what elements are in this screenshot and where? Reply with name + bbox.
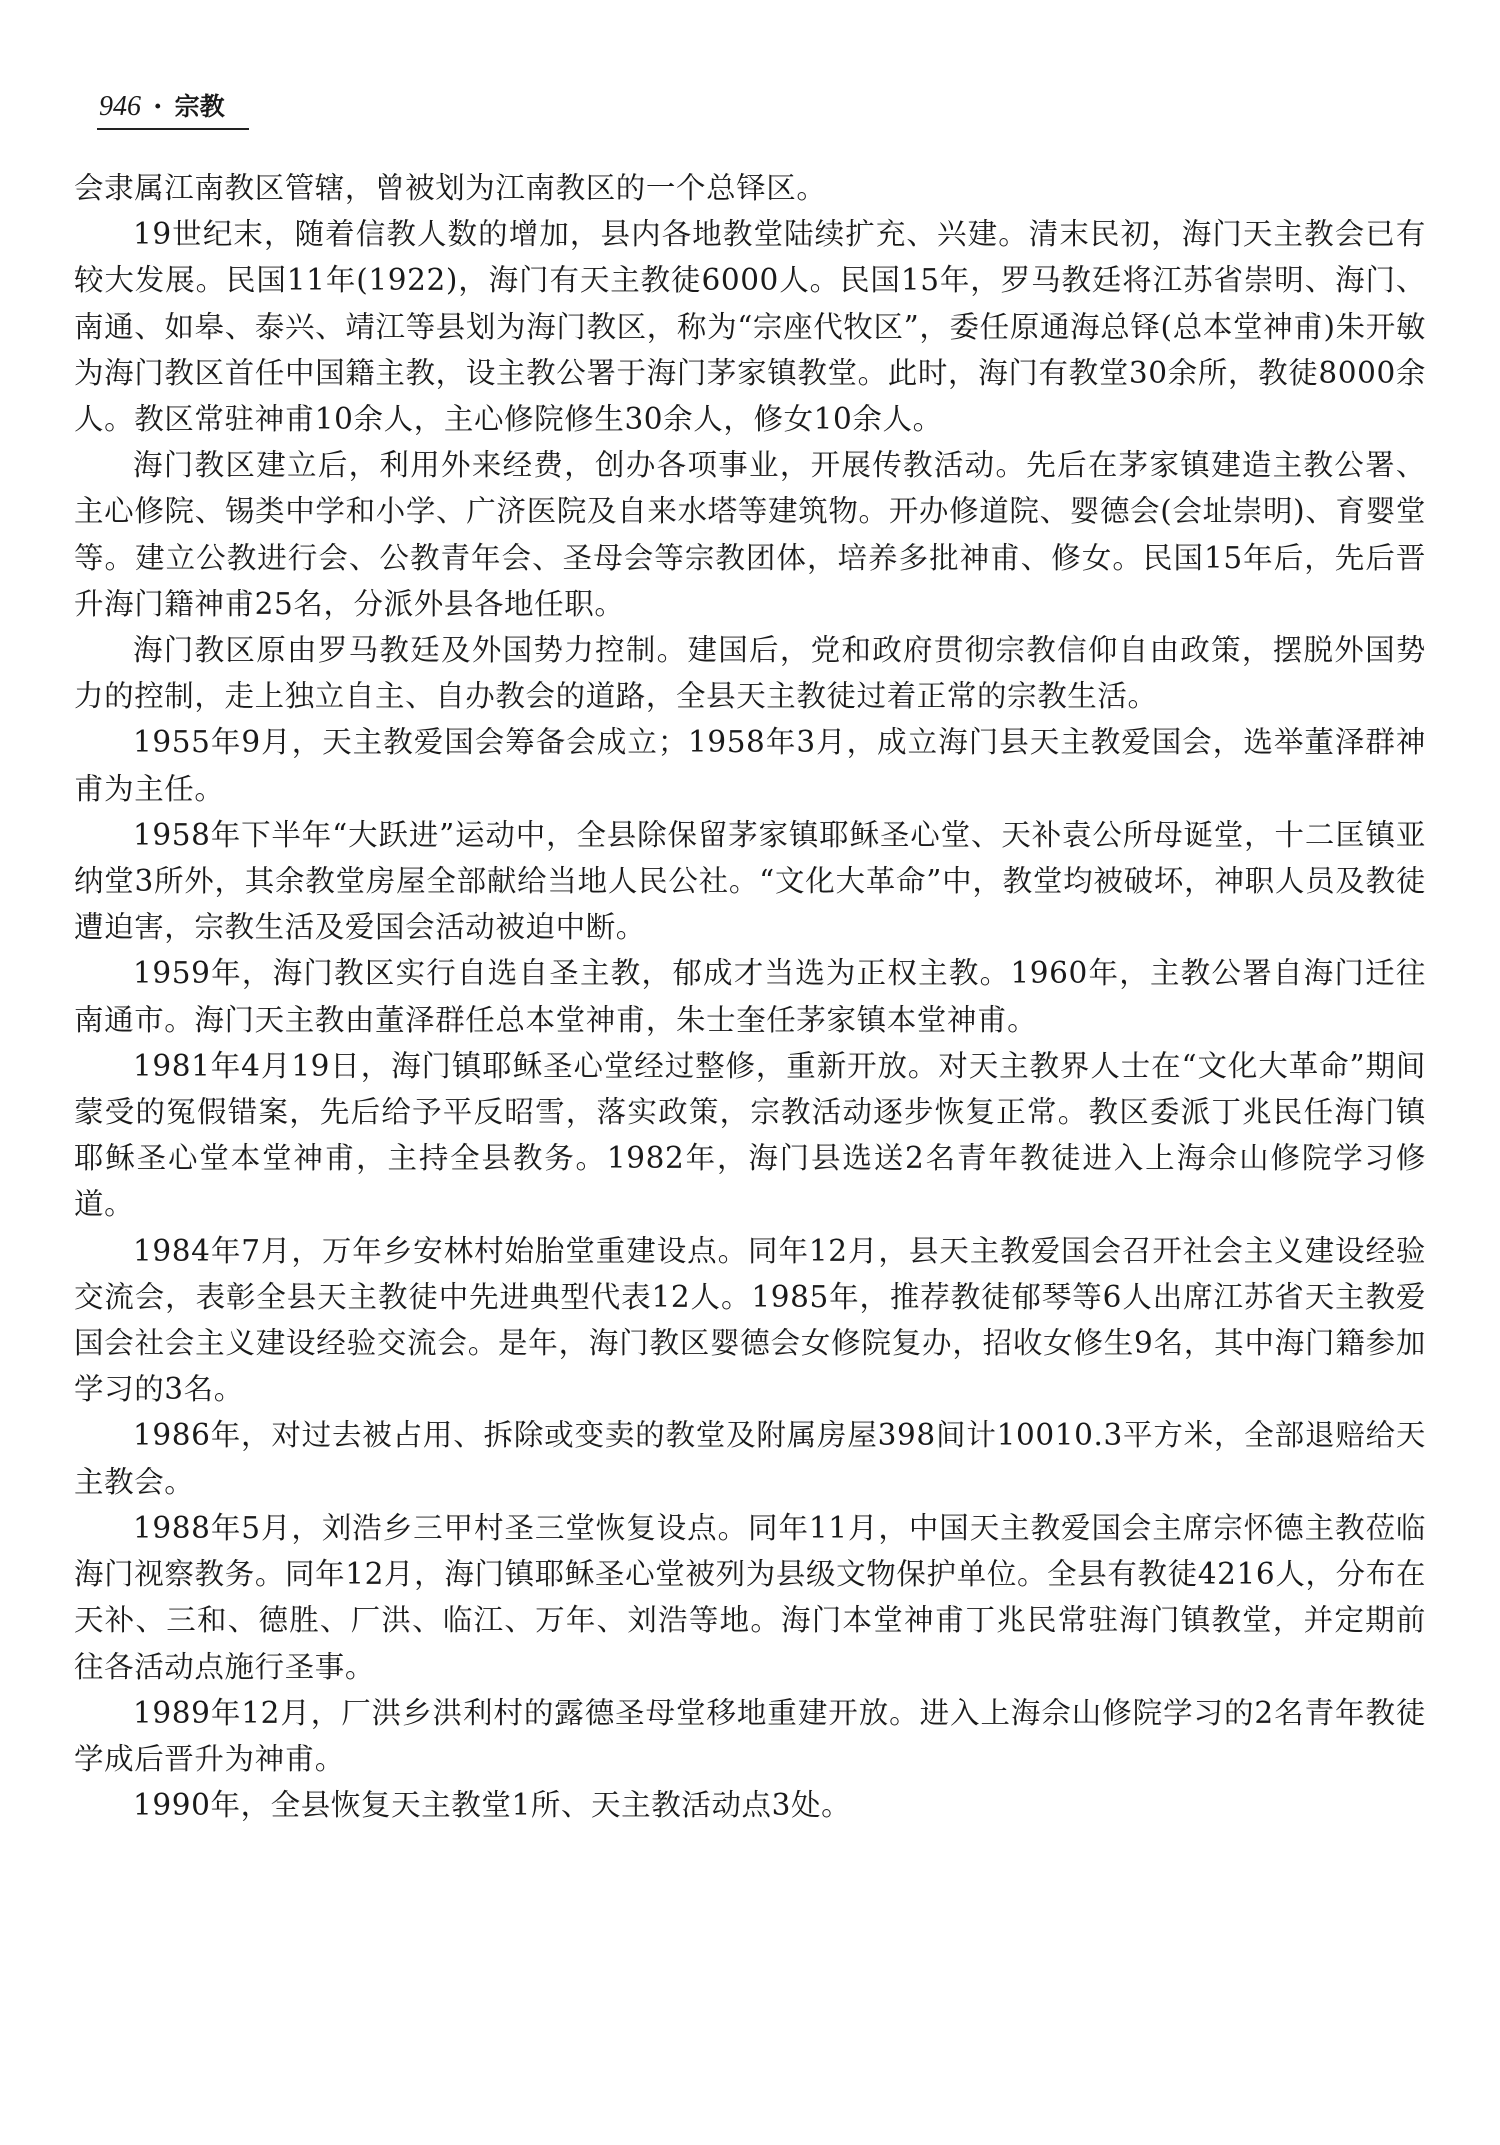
paragraph: 1986年，对过去被占用、拆除或变卖的教堂及附属房屋398间计10010.3平方米，全部退赔给天主教会。 [74,1418,1426,1499]
paragraph: 1990年，全县恢复天主教堂1所、天主教活动点3处。 [133,1788,852,1823]
page-number: 946 [99,91,141,122]
running-header [99,92,225,122]
paragraph: 海门教区建立后，利用外来经费，创办各项事业，开展传教活动。先后在茅家镇建造主教公署、主心修院、锡类中学和小学、广济医院及自来水塔等建筑物。开办修道院、婴德会(会址崇明)、育婴堂等。建立公教进行会、公教青年会、圣母会等宗教团体，培养多批神甫、修女。民国15年后，先后晋升海门籍神甫25名，分派外县各地任职。 [74,448,1426,621]
section-title: 宗教 [174,92,225,121]
header-separator: · [153,92,163,122]
paragraph: 19世纪末，随着信教人数的增加，县内各地教堂陆续扩充、兴建。清末民初，海门天主教会已有较大发展。民国11年(1922)，海门有天主教徒6000人。民国15年，罗马教廷将江苏省崇明、海门、南通、如皋、泰兴、靖江等县划为海门教区，称为“宗座代牧区”，委任原通海总铎(总本堂神甫)朱开敏为海门教区首任中国籍主教，设主教公署于海门茅家镇教堂。此时，海门有教堂30余所，教徒8000余人。教区常驻神甫10余人，主心修院修生30余人，修女10余人。 [74,217,1426,437]
paragraph: 海门教区原由罗马教廷及外国势力控制。建国后，党和政府贯彻宗教信仰自由政策，摆脱外国势力的控制，走上独立自主、自办教会的道路，全县天主教徒过着正常的宗教生活。 [74,633,1426,714]
paragraph: 1958年下半年“大跃进”运动中，全县除保留茅家镇耶稣圣心堂、天补袁公所母诞堂，十二匡镇亚纳堂3所外，其余教堂房屋全部献给当地人民公社。“文化大革命”中，教堂均被破坏，神职人员及教徒遭迫害，宗教生活及爱国会活动被迫中断。 [74,817,1426,945]
paragraph: 1959年，海门教区实行自选自圣主教，郁成才当选为正权主教。1960年，主教公署自海门迁往南通市。海门天主教由董泽群任总本堂神甫，朱士奎任茅家镇本堂神甫。 [74,956,1426,1037]
paragraph: 1988年5月，刘浩乡三甲村圣三堂恢复设点。同年11月，中国天主教爱国会主席宗怀德主教莅临海门视察教务。同年12月，海门镇耶稣圣心堂被列为县级文物保护单位。全县有教徒4216人，分布在天补、三和、德胜、厂洪、临江、万年、刘浩等地。海门本堂神甫丁兆民常驻海门镇教堂，并定期前往各活动点施行圣事。 [74,1510,1426,1684]
paragraph-continued: 会隶属江南教区管辖，曾被划为江南教区的一个总铎区。 [74,171,827,205]
paragraph: 1989年12月，厂洪乡洪利村的露德圣母堂移地重建开放。进入上海佘山修院学习的2名青年教徒学成后晋升为神甫。 [74,1695,1426,1776]
body-text [74,165,1426,1828]
paragraph: 1955年9月，天主教爱国会筹备会成立；1958年3月，成立海门县天主教爱国会，选举董泽群神甫为主任。 [74,725,1426,806]
paragraph: 1981年4月19日，海门镇耶稣圣心堂经过整修，重新开放。对天主教界人士在“文化大革命”期间蒙受的冤假错案，先后给予平反昭雪，落实政策，宗教活动逐步恢复正常。教区委派丁兆民任海门镇耶稣圣心堂本堂神甫，主持全县教务。1982年，海门县选送2名青年教徒进入上海佘山修院学习修道。 [74,1048,1426,1222]
header-underline [97,128,249,130]
paragraph: 1984年7月，万年乡安林村始胎堂重建设点。同年12月，县天主教爱国会召开社会主义建设经验交流会，表彰全县天主教徒中先进典型代表12人。1985年，推荐教徒郁琴等6人出席江苏省天主教爱国会社会主义建设经验交流会。是年，海门教区婴德会女修院复办，招收女修生9名，其中海门籍参加学习的3名。 [74,1233,1426,1407]
